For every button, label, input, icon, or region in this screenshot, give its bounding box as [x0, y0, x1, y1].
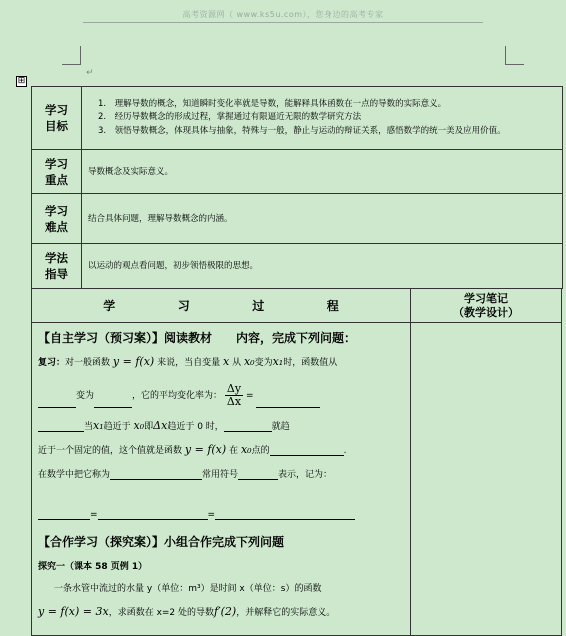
math-var: x₁ [272, 355, 284, 368]
math-var: x₀ [240, 443, 252, 456]
text: 变为 [76, 391, 95, 401]
text: ，它的平均变化率为： [132, 391, 223, 401]
text: 常用符号 [202, 470, 239, 480]
text: 当 [84, 422, 94, 432]
equals-sign: = [245, 391, 254, 401]
crop-mark-top-right [505, 46, 524, 65]
label-line: 学习 [45, 156, 68, 171]
process-title [32, 297, 410, 314]
review-line-4: 近于一个固定的值，这个值就是函数 y = f(x) 在 x₀点的 . [38, 443, 347, 456]
method-content: 以运动的观点看问题，初步领悟极限的思想。 [82, 244, 563, 289]
math-func: y = f(x) [112, 355, 155, 368]
process-body-row [32, 323, 562, 636]
label-method [32, 244, 82, 289]
table-move-handle-icon[interactable]: ⊞ [17, 76, 26, 86]
text: ，并解释它的实际意义。 [236, 608, 336, 618]
blank-field[interactable] [224, 421, 272, 432]
review-line-1 [38, 355, 337, 368]
notes-body-cell[interactable] [411, 323, 562, 636]
math-func: y = f(x) [184, 443, 227, 456]
fraction-numerator: Δy [226, 382, 242, 395]
process-header-row [32, 289, 562, 323]
text: 对一般函数 [65, 358, 111, 368]
text: 来说，当自变量 [157, 358, 221, 368]
title-char: 程 [326, 299, 339, 313]
math-var: x₀ [243, 355, 255, 368]
text: ，求函数在 x=2 处的导数 [108, 608, 215, 618]
difficulties-content: 结合具体问题，理解导数概念的内涵。 [82, 194, 563, 244]
blank-field[interactable] [38, 509, 90, 520]
title-char: 习 [177, 299, 190, 313]
cooperative-heading: 【合作学习（探究案）】小组合作完成下列问题 [38, 535, 285, 549]
blank-field[interactable] [98, 509, 208, 520]
title-char: 学 [103, 299, 116, 313]
math-func: f′(2) [214, 605, 237, 618]
notes-header-cell [411, 289, 562, 323]
row-method [32, 244, 563, 289]
text: 表示，记为： [278, 470, 333, 480]
text: 趋近于 0 时， [167, 422, 224, 432]
label-line: 重点 [45, 172, 68, 187]
lesson-plan-table [31, 86, 563, 289]
blank-field[interactable] [238, 469, 278, 480]
process-table [31, 288, 562, 636]
review-label: 复习： [38, 358, 66, 368]
text: 在 [229, 446, 239, 456]
review-line-2 [38, 383, 320, 408]
label-line: 学习 [45, 103, 68, 117]
text: 时，函数值从 [283, 358, 338, 368]
math-var: Δx [153, 419, 168, 432]
text: 近于一个固定的值，这个值就是函数 [38, 446, 183, 456]
average-rate-fraction [225, 383, 243, 408]
key-points-content: 导数概念及实际意义。 [82, 150, 563, 194]
process-body [32, 323, 410, 635]
text: 即 [144, 422, 154, 432]
blank-field[interactable] [270, 445, 344, 456]
text: 就趋 [271, 422, 290, 432]
math-var: x₀ [133, 419, 145, 432]
title-char: 过 [252, 299, 265, 313]
inquiry-text-2 [38, 605, 335, 618]
label-line: 学法 [45, 251, 68, 265]
review-line-3 [38, 419, 290, 432]
inquiry-title: 探究一（课本 58 页例 1） [38, 562, 148, 572]
notes-title: 学习笔记 [464, 291, 508, 305]
math-var: x₁ [93, 419, 104, 432]
text: 变为 [254, 358, 273, 368]
label-key-points [32, 150, 82, 194]
process-body-cell [32, 323, 411, 636]
row-key-points [32, 150, 563, 194]
header-rule [83, 22, 483, 23]
blank-field[interactable] [256, 397, 320, 408]
objective-item: 2. 经历导数概念的形成过程，掌握通过有限逼近无限的数学研究方法 [98, 112, 362, 123]
notes-subtitle: （教学设计） [453, 305, 519, 319]
objectives-content [82, 87, 563, 150]
text: 点的 [251, 446, 270, 456]
math-var: x [222, 355, 230, 368]
process-title-cell [32, 289, 411, 323]
row-objectives [32, 87, 563, 150]
label-objectives [32, 87, 82, 150]
text: 趋近于 [103, 422, 131, 432]
label-line: 难点 [45, 219, 68, 234]
inquiry-text-1: 一条水管中流过的水量 y（单位：m³）是时间 x（单位：s）的函数 [54, 584, 322, 594]
blank-field[interactable] [38, 421, 84, 432]
blank-field[interactable] [94, 397, 132, 408]
label-line: 目标 [45, 119, 68, 133]
paragraph-mark: ↵ [86, 68, 94, 78]
crop-mark-top-left [62, 46, 81, 65]
text: 从 [232, 358, 242, 368]
math-func: y = f(x) = 3x [38, 605, 109, 618]
label-line: 指导 [45, 267, 68, 281]
review-line-6 [38, 509, 355, 520]
equals-sign: = [90, 510, 98, 520]
review-line-5 [38, 467, 332, 480]
blank-field[interactable] [38, 397, 76, 408]
page-header-watermark: 高考资源网（ www.ks5u.com），您身边的高考专家 [182, 10, 384, 19]
label-line: 学习 [45, 203, 68, 218]
equals-sign: = [207, 510, 216, 520]
blank-field[interactable] [215, 509, 355, 520]
text: 在数学中把它称为 [38, 470, 111, 480]
objective-item: 1. 理解导数的概念，知道瞬时变化率就是导数，能解释具体函数在一点的导数的实际意义。 [98, 98, 447, 109]
row-difficulties [32, 194, 563, 244]
objective-item: 3. 领悟导数概念，体现具体与抽象，特殊与一般，静止与运动的辩证关系，感悟数学的统一美及应用价值。 [98, 125, 506, 136]
self-study-heading: 【自主学习（预习案）】阅读教材 内容，完成下列问题： [38, 331, 357, 345]
blank-field[interactable] [110, 469, 202, 480]
label-difficulties [32, 194, 82, 244]
fraction-denominator: Δx [226, 395, 242, 408]
